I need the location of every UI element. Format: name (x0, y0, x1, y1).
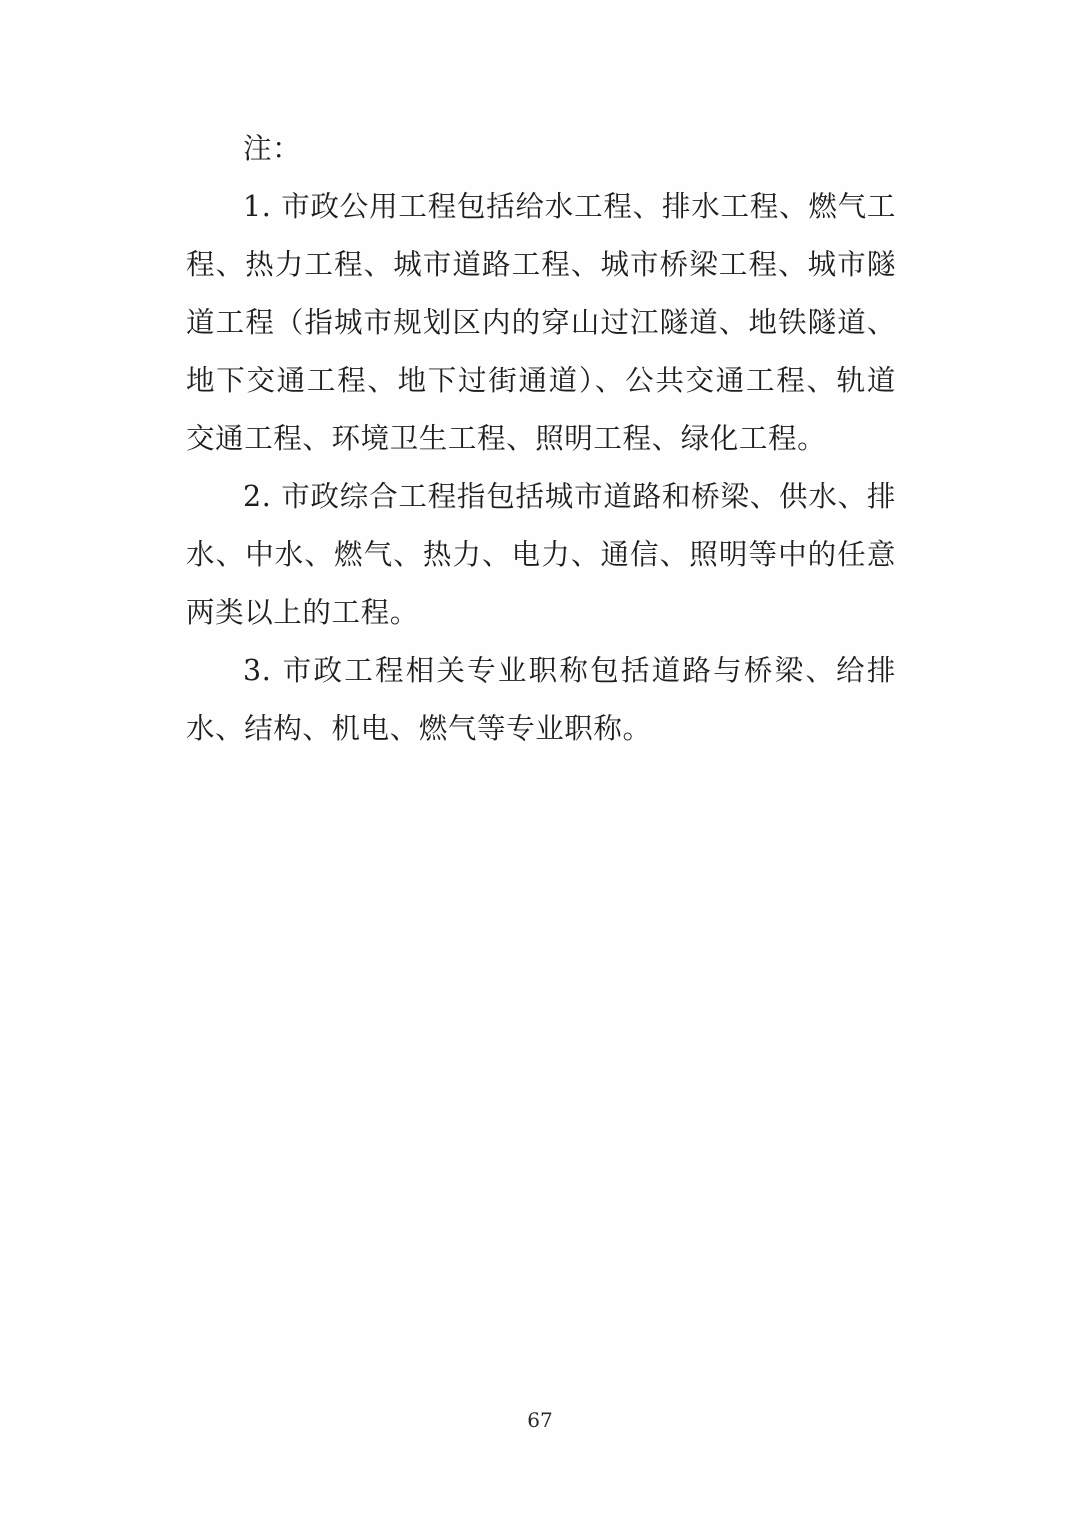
note-item-3: 3. 市政工程相关专业职称包括道路与桥梁、给排水、结构、机电、燃气等专业职称。 (186, 654, 896, 745)
note-label: 注： (243, 132, 302, 165)
page-number: 67 (527, 1408, 553, 1432)
note-item-2: 2. 市政综合工程指包括城市道路和桥梁、供水、排水、中水、燃气、热力、电力、通信、照明等中的任意两类以上的工程。 (186, 480, 896, 629)
note-item-1: 1. 市政公用工程包括给水工程、排水工程、燃气工程、热力工程、城市道路工程、城市桥梁工程、城市隧道工程（指城市规划区内的穿山过江隧道、地铁隧道、地下交通工程、地下过街通道）、公共交通工程、轨道交通工程、环境卫生工程、照明工程、绿化工程。 (186, 190, 896, 455)
document-body (186, 120, 896, 758)
